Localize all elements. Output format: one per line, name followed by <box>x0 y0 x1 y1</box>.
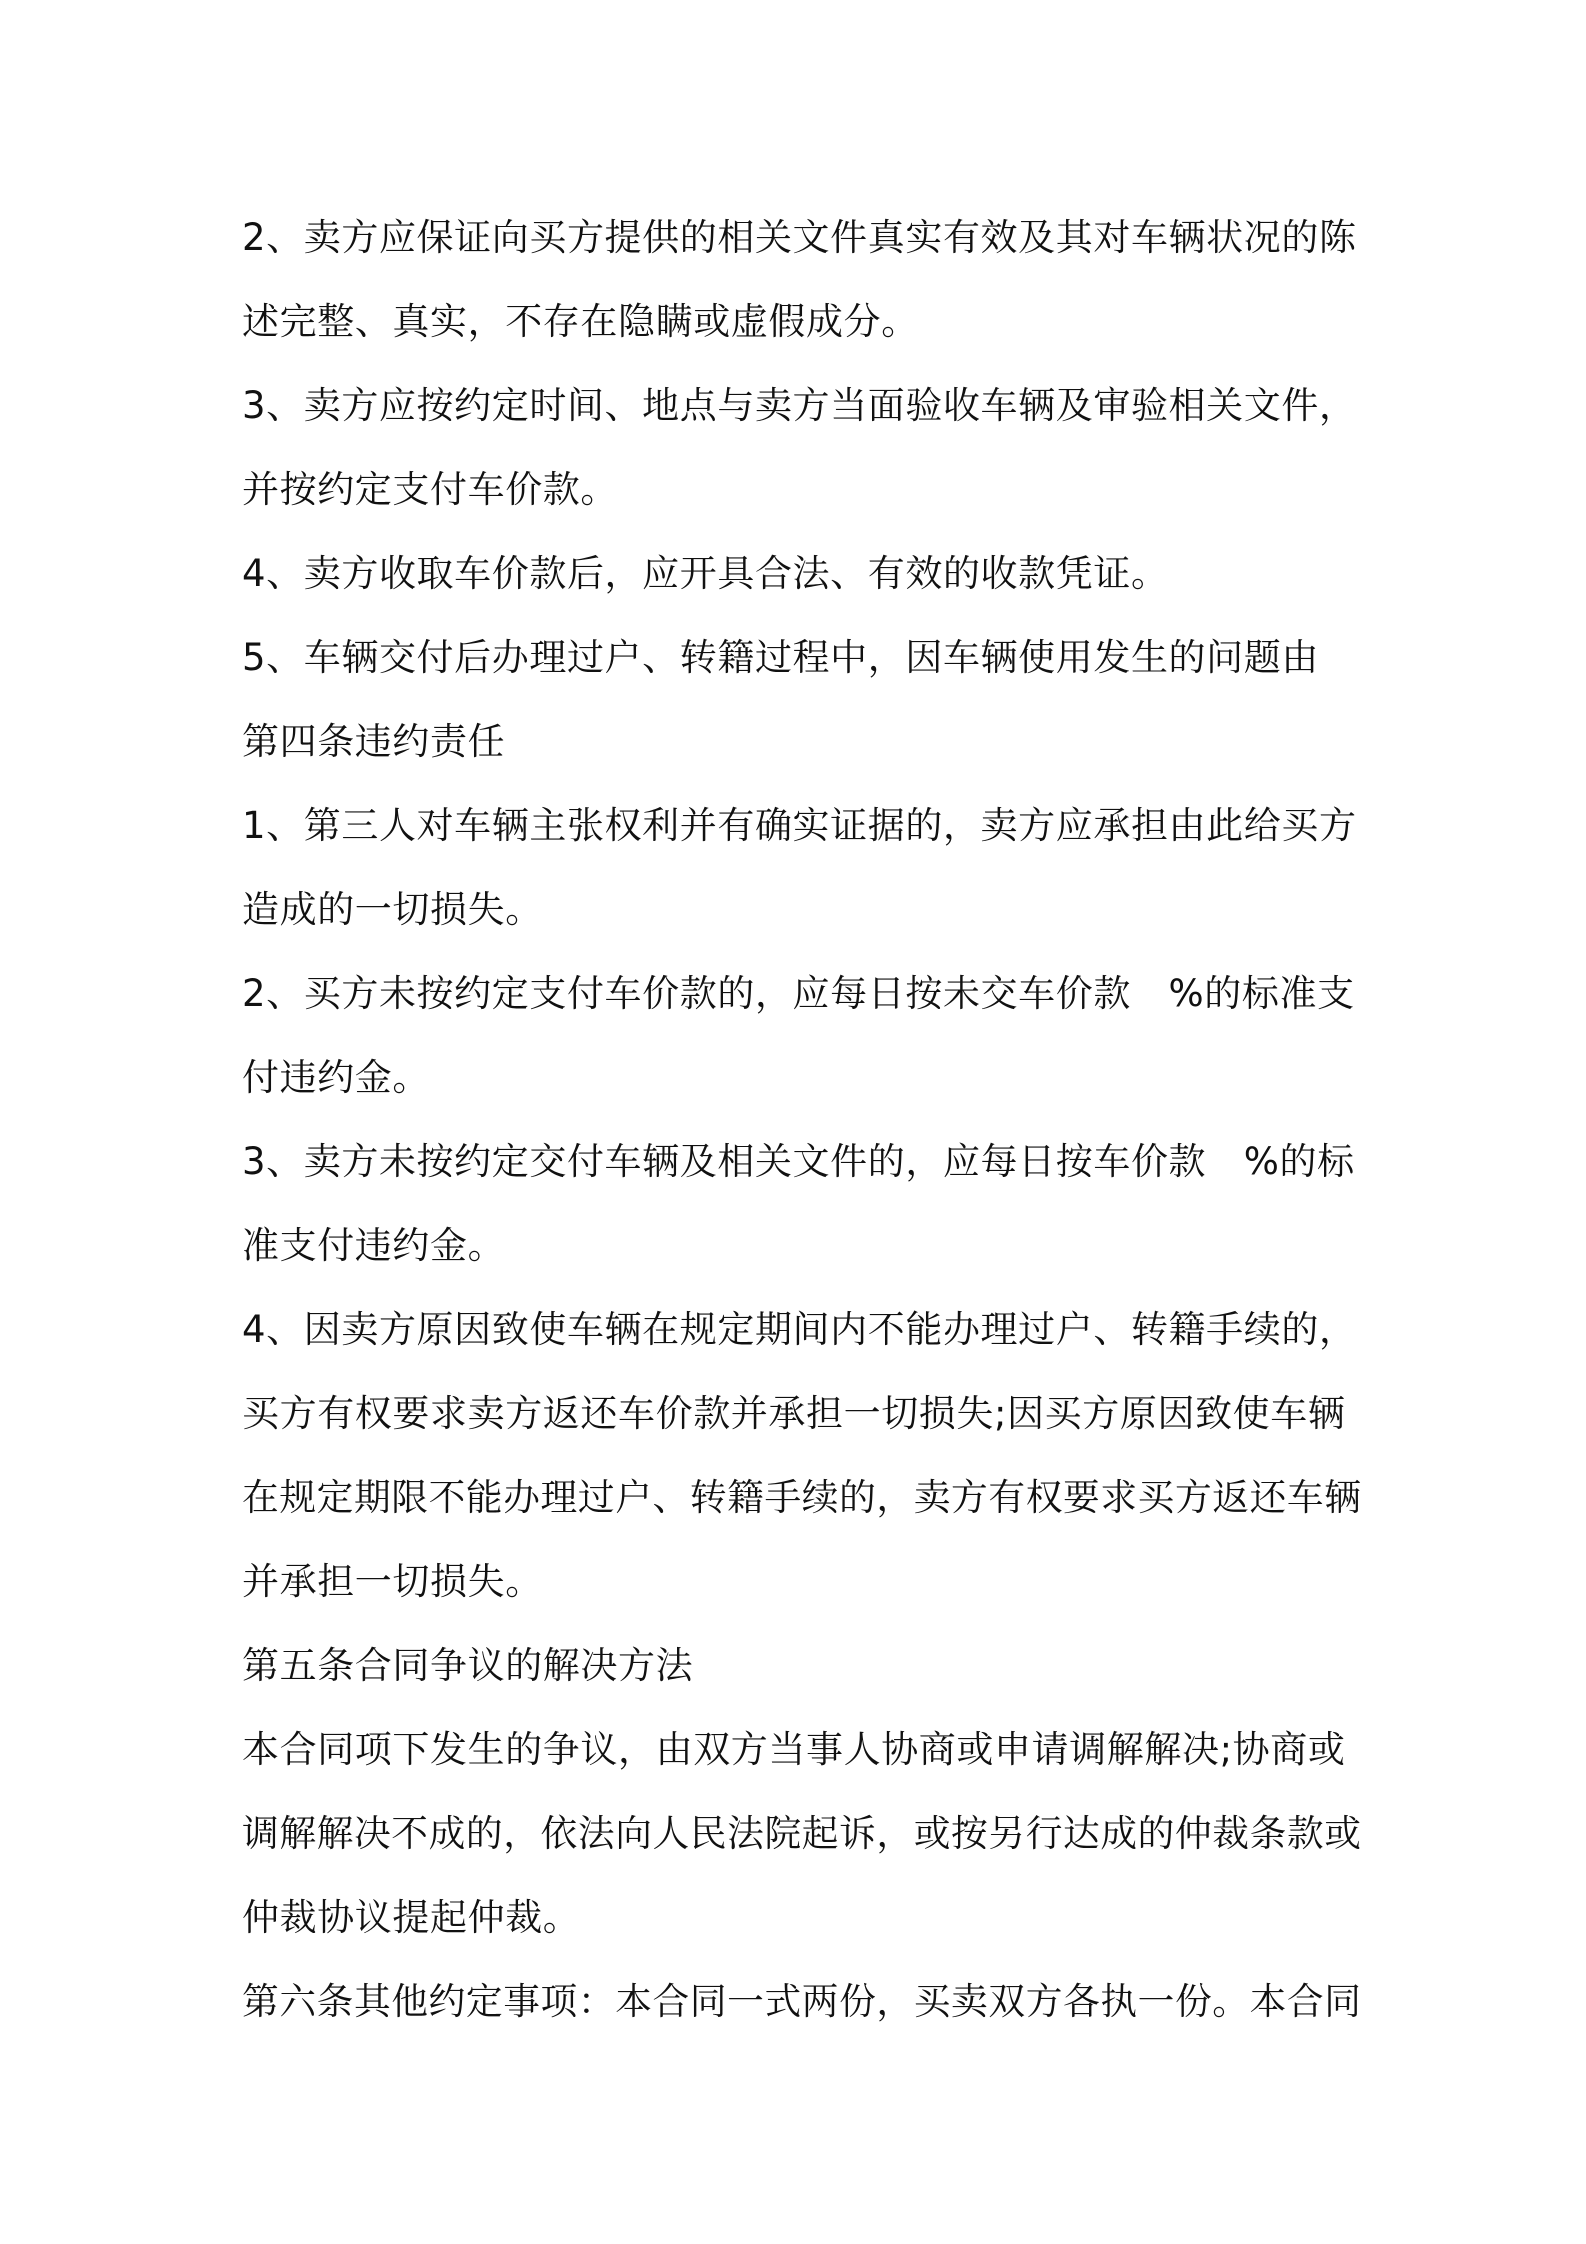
text-line: 述完整、真实，不存在隐瞒或虚假成分。 <box>242 300 919 343</box>
section-heading-article-5: 第五条合同争议的解决方法 <box>242 1644 694 1687</box>
text-line: 3、卖方应按约定时间、地点与卖方当面验收车辆及审验相关文件， <box>242 384 1357 427</box>
text-line: 在规定期限不能办理过户、转籍手续的，卖方有权要求买方返还车辆 <box>242 1476 1362 1519</box>
section-heading-article-4: 第四条违约责任 <box>242 720 506 763</box>
text-line: 付违约金。 <box>242 1056 430 1099</box>
text-line: 造成的一切损失。 <box>242 888 543 931</box>
text-line: 本合同项下发生的争议，由双方当事人协商或申请调解解决;协商或 <box>242 1728 1346 1771</box>
text-line: 并按约定支付车价款。 <box>242 468 618 511</box>
text-line: 4、因卖方原因致使车辆在规定期间内不能办理过户、转籍手续的， <box>242 1308 1357 1351</box>
text-line: 准支付违约金。 <box>242 1224 506 1267</box>
contract-text <box>242 196 1362 2044</box>
text-line: 调解解决不成的，依法向人民法院起诉，或按另行达成的仲裁条款或 <box>242 1812 1362 1855</box>
text-line: 2、卖方应保证向买方提供的相关文件真实有效及其对车辆状况的陈 <box>242 216 1357 259</box>
text-line: 2、买方未按约定支付车价款的，应每日按未交车价款 %的标准支 <box>242 972 1355 1015</box>
text-line: 仲裁协议提起仲裁。 <box>242 1896 581 1939</box>
text-line: 3、卖方未按约定交付车辆及相关文件的，应每日按车价款 %的标 <box>242 1140 1355 1183</box>
text-line: 1、第三人对车辆主张权利并有确实证据的，卖方应承担由此给买方 <box>242 804 1357 847</box>
text-line: 买方有权要求卖方返还车价款并承担一切损失;因买方原因致使车辆 <box>242 1392 1346 1435</box>
text-line: 并承担一切损失。 <box>242 1560 543 1603</box>
text-line: 4、卖方收取车价款后，应开具合法、有效的收款凭证。 <box>242 552 1169 595</box>
text-line: 5、车辆交付后办理过户、转籍过程中，因车辆使用发生的问题由 <box>242 636 1319 679</box>
section-heading-article-6: 第六条其他约定事项：本合同一式两份，买卖双方各执一份。本合同 <box>242 1980 1362 2023</box>
